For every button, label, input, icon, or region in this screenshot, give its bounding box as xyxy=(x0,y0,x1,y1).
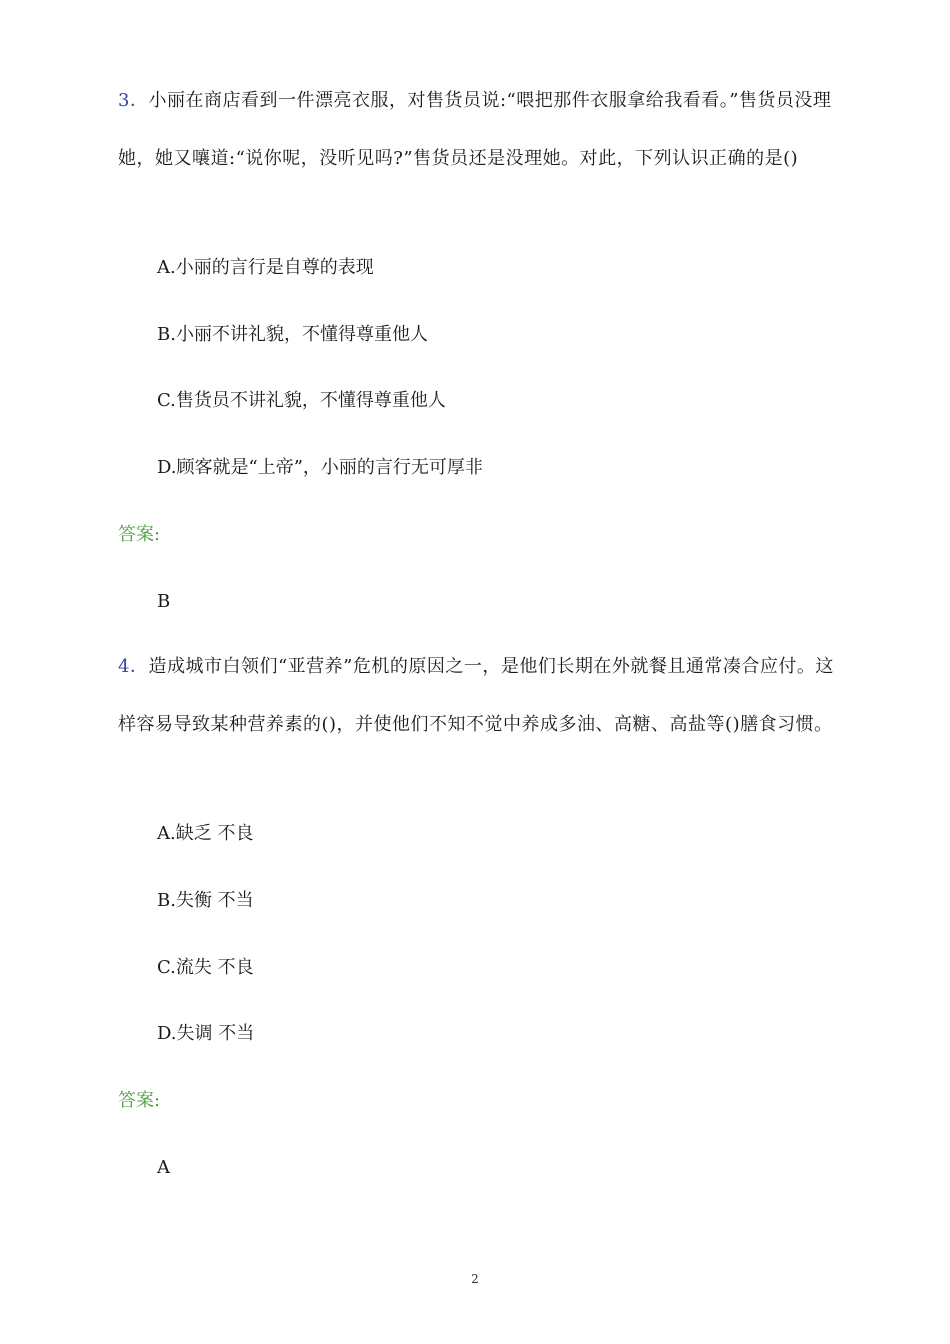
question-3-option-b: B.小丽不讲礼貌，不懂得尊重他人 xyxy=(157,324,428,345)
question-number: 4． xyxy=(118,656,149,677)
question-3-option-c: C.售货员不讲礼貌，不懂得尊重他人 xyxy=(157,390,446,411)
question-4-option-d: D.失调 不当 xyxy=(157,1023,255,1044)
question-4-option-b: B.失衡 不当 xyxy=(157,890,254,911)
question-number: 3． xyxy=(118,90,149,111)
page-number: 2 xyxy=(471,1272,479,1286)
question-3 xyxy=(118,72,834,188)
question-text: 小丽在商店看到一件漂亮衣服，对售货员说:“喂把那件衣服拿给我看看。”售货员没理她，她又嚷道:“说你呢，没听见吗?”售货员还是没理她。对此，下列认识正确的是() xyxy=(118,90,832,169)
question-3-option-d: D.顾客就是“上帝”，小丽的言行无可厚非 xyxy=(157,457,483,478)
question-4-option-c: C.流失 不良 xyxy=(157,957,254,978)
question-4 xyxy=(118,638,834,754)
question-4-answer: A xyxy=(157,1157,170,1178)
question-3-answer-label: 答案: xyxy=(118,524,161,545)
question-3-option-a: A.小丽的言行是自尊的表现 xyxy=(157,257,374,278)
question-3-answer: B xyxy=(157,591,171,612)
question-4-answer-label: 答案: xyxy=(118,1090,161,1111)
question-text: 造成城市白领们“亚营养”危机的原因之一，是他们长期在外就餐且通常凑合应付。这样容易导致某种营养素的()，并使他们不知不觉中养成多油、高糖、高盐等()膳食习惯。 xyxy=(118,656,834,735)
question-4-option-a: A.缺乏 不良 xyxy=(157,823,254,844)
